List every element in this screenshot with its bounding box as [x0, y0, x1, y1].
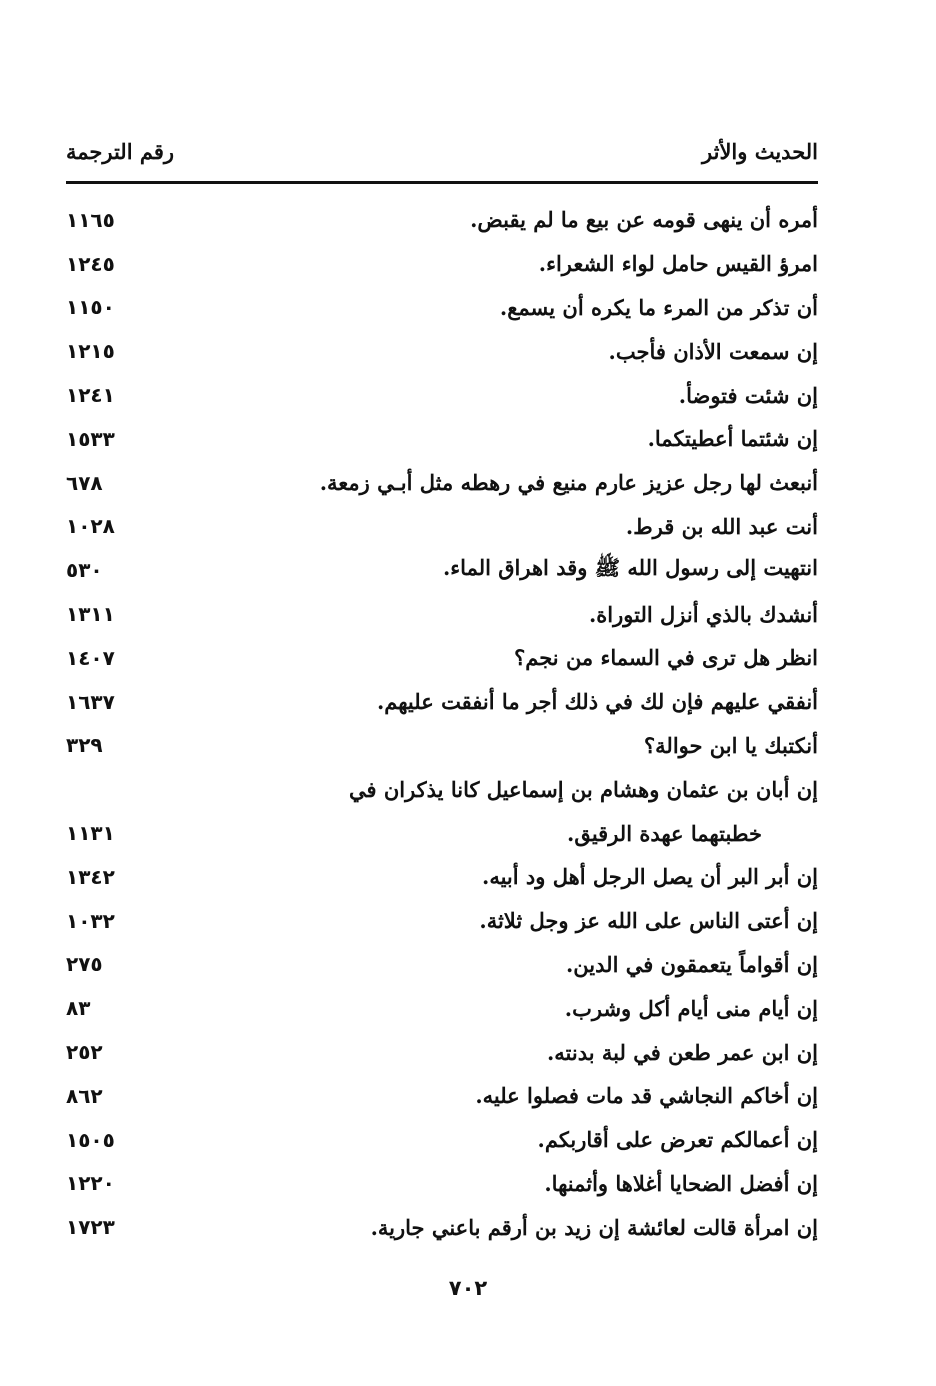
entry-text: امرؤ القيس حامل لواء الشعراء.: [538, 251, 818, 277]
list-item: [66, 548, 818, 592]
list-item: [66, 724, 818, 768]
list-item: [66, 329, 818, 373]
entry-text: أن تذكر من المرء ما يكره أن يسمع.: [499, 294, 818, 320]
entry-text: إن امرأة قالت لعائشة إن زيد بن أرقم باعني جارية.: [370, 1214, 818, 1240]
list-item: [66, 1162, 818, 1206]
list-item: [66, 1074, 818, 1118]
entry-text: إن شئت فتوضأ.: [678, 382, 818, 408]
entry-number: ١٧٢٣: [66, 1215, 115, 1240]
entry-number: ١٢١٥: [66, 339, 115, 364]
list-item: [66, 680, 818, 724]
entry-number: ٥٣٠: [66, 558, 103, 583]
entry-text: إن ابن عمر طعن في لبة بدنته.: [546, 1039, 818, 1065]
list-item: [66, 986, 818, 1030]
entry-text: أنت عبد الله بن قرط.: [625, 513, 818, 539]
list-item: [66, 899, 818, 943]
list-item: [66, 286, 818, 330]
entry-text: إن سمعت الأذان فأجب.: [608, 338, 818, 364]
list-item: [66, 592, 818, 636]
entry-text: إن أيام منى أيام أكل وشرب.: [564, 995, 818, 1021]
entry-text: إن أعتى الناس على الله عز وجل ثلاثة.: [479, 908, 818, 934]
text-column-heading: الحديث والأثر: [702, 138, 818, 164]
entry-text: أنشدك بالذي أنزل التوراة.: [588, 601, 818, 627]
entry-number: ١١٥٠: [66, 295, 115, 320]
list-item: [66, 1030, 818, 1074]
entry-number: ١٦٣٧: [66, 689, 115, 714]
entry-text: أنكتبك يا ابن حوالة؟: [644, 732, 818, 758]
entry-text: انتهيت إلى رسول الله ﷺ وقد اهراق الماء.: [442, 554, 818, 580]
entry-number: ٢٥٢: [66, 1040, 103, 1065]
entry-text: إن أبان بن عثمان وهشام بن إسماعيل كانا يذكران في: [348, 776, 818, 802]
table-header: [66, 134, 818, 168]
list-item: [66, 1205, 818, 1249]
number-column-heading: رقم الترجمة: [66, 138, 175, 164]
list-item: [66, 461, 818, 505]
entry-text: أنفقي عليهم فإن لك في ذلك أجر ما أنفقت عليهم.: [376, 689, 818, 715]
entry-text: إن شئتما أعطيتكما.: [647, 426, 818, 452]
entry-number: ٦٧٨: [66, 470, 103, 495]
list-item: [66, 855, 818, 899]
header-rule: [66, 181, 818, 184]
list-item: [66, 1118, 818, 1162]
list-item: [66, 636, 818, 680]
entry-text: إن أقواماً يتعمقون في الدين.: [566, 951, 818, 977]
entry-number: ١٥٠٥: [66, 1127, 115, 1152]
list-item: [66, 767, 818, 811]
entry-number: ١٠٣٢: [66, 908, 115, 933]
list-item: [66, 198, 818, 242]
entry-text: خطبتهما عهدة الرقيق.: [567, 820, 762, 846]
entry-number: ١١٣١: [66, 821, 115, 846]
list-item: [66, 505, 818, 549]
entry-text: إن أعمالكم تعرض على أقاربكم.: [537, 1127, 818, 1153]
entry-number: ١٢٢٠: [66, 1171, 115, 1196]
entry-number: ١٠٢٨: [66, 514, 115, 539]
entry-number: ١٢٤١: [66, 383, 115, 408]
page-number: ٧٠٢: [448, 1276, 488, 1300]
entry-number: ١٢٤٥: [66, 251, 115, 276]
list-item: [66, 373, 818, 417]
list-item: [66, 417, 818, 461]
entry-text: إن أفضل الضحايا أغلاها وأثمنها.: [544, 1170, 818, 1196]
list-item: [66, 943, 818, 987]
entry-number: ١٣١١: [66, 602, 115, 627]
entry-number: ١١٦٥: [66, 207, 115, 232]
entry-number: ٨٦٢: [66, 1083, 103, 1108]
index-list: [66, 198, 818, 1249]
list-item: [66, 811, 818, 855]
entry-text: انظر هل ترى في السماء من نجم؟: [514, 645, 818, 671]
entry-text: إن أخاكم النجاشي قد مات فصلوا عليه.: [475, 1083, 818, 1109]
entry-text: أنبعث لها رجل عزيز عارم منيع في رهطه مثل أبـي زمعة.: [319, 470, 818, 496]
entry-number: ٣٢٩: [66, 733, 103, 758]
entry-number: ١٤٠٧: [66, 645, 115, 670]
entry-number: ١٣٤٢: [66, 864, 115, 889]
list-item: [66, 242, 818, 286]
entry-text: أمره أن ينهى قومه عن بيع ما لم يقبض.: [470, 207, 818, 233]
entry-number: ٢٧٥: [66, 952, 103, 977]
entry-number: ٨٣: [66, 996, 91, 1021]
entry-text: إن أبر البر أن يصل الرجل أهل ود أبيه.: [482, 864, 818, 890]
entry-number: ١٥٣٣: [66, 426, 115, 451]
